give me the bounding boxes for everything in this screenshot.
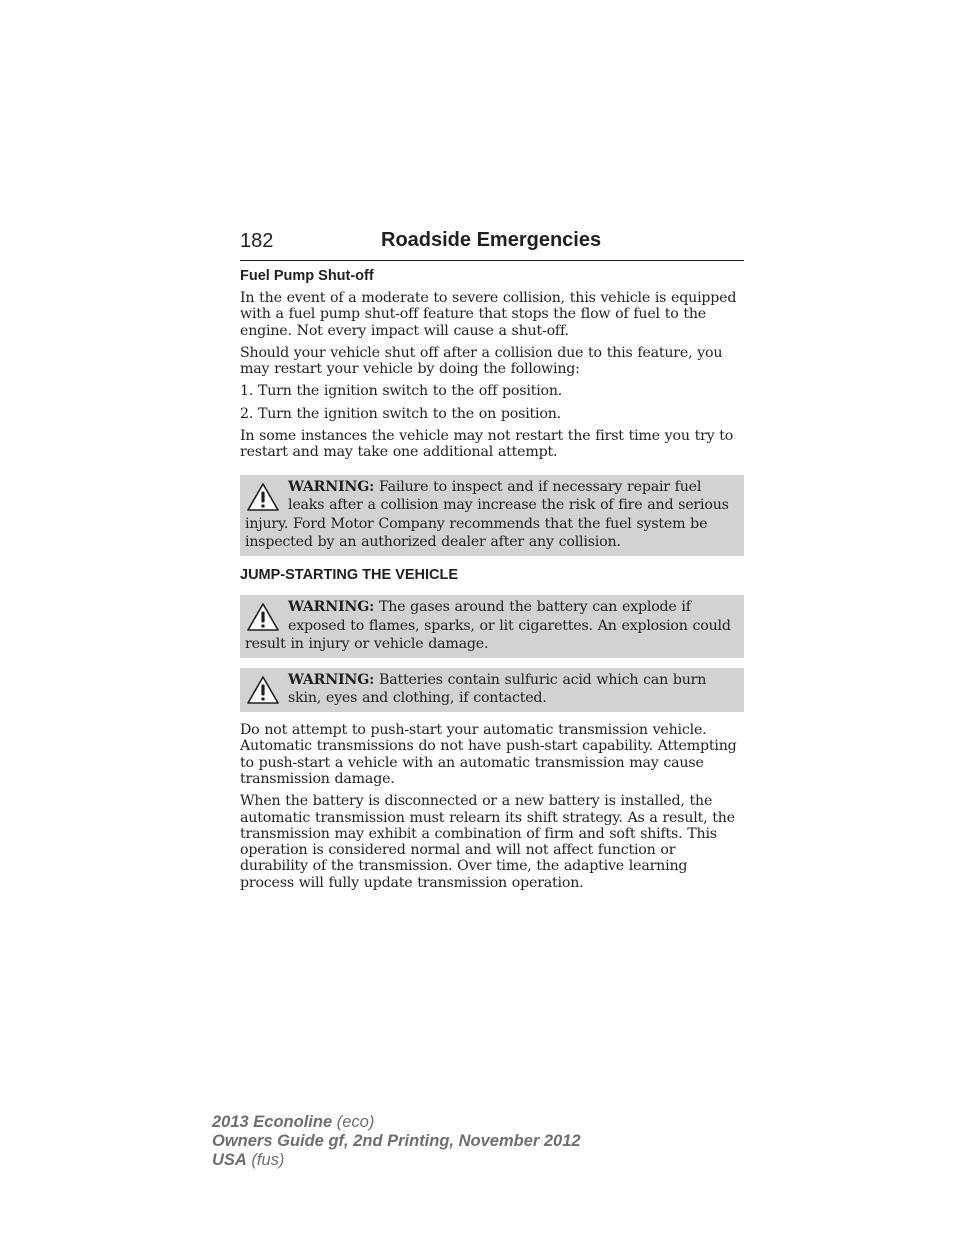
- footer-line-1: [212, 1113, 581, 1132]
- warning-text: Failure to inspect and if necessary repair fuel leaks after a collision may increase the risk of fire and serious injury. Ford Motor Company recommends that the fuel system be inspected by an authorized dealer after any collision.: [245, 478, 729, 551]
- fuel-pump-para-1: In the event of a moderate to severe collision, this vehicle is equipped with a fuel pump shut-off feature that stops the flow of fuel to the engine. Not every impact will cause a shut-off.: [240, 290, 737, 339]
- section-title: Roadside Emergencies: [381, 229, 602, 251]
- warning-text: The gases around the battery can explode if exposed to flames, sparks, or lit cigarettes. An explosion could result in injury or vehicle damage.: [245, 599, 731, 653]
- fuel-pump-para-2: Should your vehicle shut off after a collision due to this feature, you may restart your vehicle by doing the following:: [240, 344, 723, 378]
- fuel-pump-heading: Fuel Pump Shut-off: [240, 268, 374, 284]
- fuel-pump-para-3: In some instances the vehicle may not restart the first time you try to restart and may take one additional attempt.: [240, 428, 734, 461]
- fuel-leak-warning: [240, 475, 744, 556]
- footer-market-code: (fus): [246, 1151, 285, 1169]
- jump-start-para-1: Do not attempt to push-start your automatic transmission vehicle. Automatic transmissions do not have push-start capability. Attempting to push-start a vehicle with an automatic transmission may cause transmission damage.: [240, 722, 737, 787]
- fuel-pump-step-1: 1. Turn the ignition switch to the off position.: [240, 383, 563, 400]
- footer-line-3: [212, 1151, 581, 1170]
- jump-start-para-2: When the battery is disconnected or a new battery is installed, the automatic transmission must relearn its shift strategy. As a result, the transmission may exhibit a combination of firm and soft shifts. This operation is considered normal and will not affect function or durability of the transmission. Over time, the adaptive learning process will fully update transmission operation.: [240, 793, 735, 891]
- page-content: [240, 267, 744, 897]
- battery-gas-warning: [240, 595, 744, 658]
- footer-model-code: (eco): [332, 1113, 375, 1131]
- page-footer: [212, 1113, 581, 1170]
- footer-line-2: Owners Guide gf, 2nd Printing, November 2012: [212, 1132, 581, 1150]
- jump-start-heading: JUMP-STARTING THE VEHICLE: [240, 567, 459, 584]
- page-header: [240, 228, 744, 261]
- footer-market: USA: [212, 1151, 247, 1169]
- warning-triangle-icon: [246, 602, 280, 632]
- warning-label: WARNING:: [288, 599, 375, 616]
- footer-model: 2013 Econoline: [212, 1113, 333, 1131]
- battery-acid-warning: [240, 668, 744, 712]
- warning-text: Batteries contain sulfuric acid which can burn skin, eyes and clothing, if contacted.: [288, 671, 707, 707]
- page-number: 182: [240, 230, 274, 252]
- warning-label: WARNING:: [288, 478, 375, 495]
- warning-triangle-icon: [246, 482, 280, 512]
- warning-label: WARNING:: [288, 671, 375, 688]
- warning-triangle-icon: [246, 675, 280, 705]
- fuel-pump-step-2: 2. Turn the ignition switch to the on position.: [240, 405, 561, 422]
